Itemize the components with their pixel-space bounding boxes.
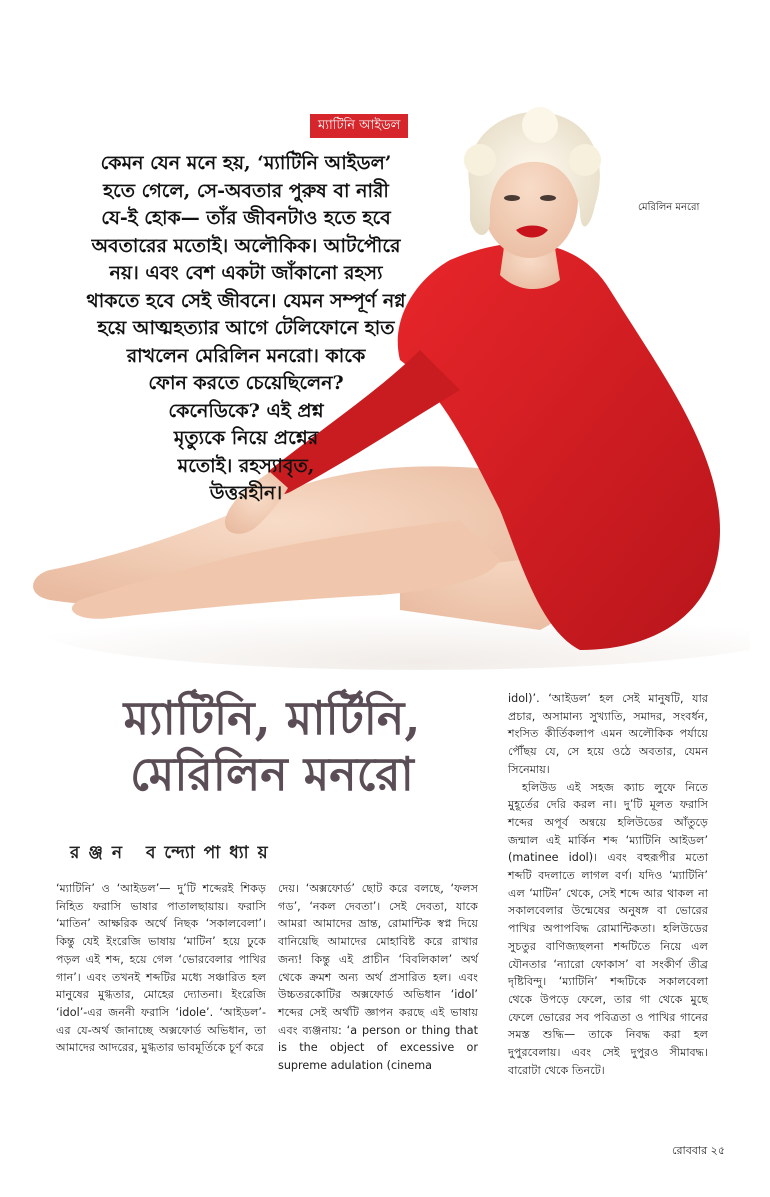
body-paragraph: ‘ম্যাটিনি’ ও ‘আইডল’— দু’টি শব্দেরই শিকড় নিহিত ফরাসি ভাষার পাতালছায়ায়। ফরাসি ‘মাতিন’ আক্ষরিক অর্থে নিছক ‘সকালবেলা’। কিন্তু যেই ইংরেজি ভাষায় ‘মাটিন’ হয়ে ঢুকে পড়ল এই শব্দ, হয়ে গেল ‘ভোরবেলার পাখির গান’। এবং তখনই শব্দটির মধ্যে সঞ্চারিত হল মানুষের মুগ্ধতার, মোহের দ্যোতনা। ইংরেজি ‘idol’-এর জননী ফরাসি ‘idole’. ‘আইডল’-এর যে-অর্থ জানাচ্ছে অক্সফোর্ড অভিধান, তা আমাদের আদরের, মুগ্ধতার ভাবমূর্তিকে চূর্ণ করে bbox=[56, 882, 266, 1055]
photo-caption: মেরিলিন মনরো bbox=[638, 202, 700, 213]
intro-line: কেনেডিকে? এই প্রশ্ন bbox=[168, 399, 324, 422]
intro-line: অবতারের মতোই। অলৌকিক। আটপৌরে bbox=[91, 234, 401, 257]
intro-line: ফোন করতে চেয়েছিলেন? bbox=[148, 372, 344, 394]
body-paragraph: দেয়। ‘অক্সফোর্ড’ ছোট করে বলছে, ‘ফলস গড’, ‘নকল দেবতা’। সেই দেবতা, যাকে আমরা আমাদের ভ্রান্ত, রোমান্টিক স্বপ্ন দিয়ে বানিয়েছি আমাদের মোহাবিষ্ট করে রাখার জন্য! কিন্তু এই প্রাচীন ‘বিবলিকাল’ অর্থ থেকে ক্রমশ অন্য অর্থ প্রসারিত হল। এবং উচ্চতরকোটির অক্সফোর্ড অভিধান ‘idol’ শব্দের সেই অর্থটি জ্ঞাপন করছে এই ভাষায় এবং ব্যঞ্জনায়: ‘a person or thing that is the object of excessive or supreme adulation (cinema bbox=[278, 882, 478, 1073]
intro-line: মৃত্যুকে নিয়ে প্রশ্নের bbox=[173, 427, 319, 449]
author-byline: রঞ্জন বন্দ্যোপাধ্যায় bbox=[70, 843, 277, 863]
intro-line: উত্তরহীন। bbox=[209, 482, 283, 504]
article-column-1 bbox=[56, 880, 266, 1057]
article-column-2 bbox=[278, 880, 478, 1075]
intro-line: কেমন যেন মনে হয়, ‘ম্যাটিনি আইডল’ bbox=[100, 152, 392, 174]
headline-line: মেরিলিন মনরো bbox=[130, 747, 414, 801]
intro-line: মতোই। রহস্যাবৃত, bbox=[177, 454, 315, 477]
article-headline bbox=[52, 690, 492, 802]
intro-blurb bbox=[56, 150, 436, 508]
intro-line: নয়। এবং বেশ একটা জাঁকানো রহস্য bbox=[109, 262, 383, 284]
article-column-3 bbox=[508, 690, 708, 1079]
intro-line: যে-ই হোক— তাঁর জীবনটাও হতে হবে bbox=[101, 207, 391, 229]
intro-line: হতে গেলে, সে-অবতার পুরুষ বা নারী bbox=[103, 179, 389, 202]
page-folio: রোববার ২৫ bbox=[672, 1144, 725, 1157]
intro-line: থাকতে হবে সেই জীবনে। যেমন সম্পূর্ণ নগ্ন bbox=[86, 289, 406, 312]
body-paragraph: হলিউড এই সহজ ক্যাচ লুফে নিতে মুহূর্তের দেরি করল না। দু’টি মূলত ফরাসি শব্দের অপূর্ব অন্বয়ে হলিউডের আঁতুড়ে জন্মাল এই মার্কিন শব্দ ‘ম্যাটিনি আইডল’ (matinee idol)। এবং বহুরূপীর মতো শব্দটি বদলাতে লাগল বর্ণ। যদিও ‘ম্যাটিনি’ এল ‘মাটিন’ থেকে, সেই শব্দে আর থাকল না সকালবেলার উন্মেষের অনুষঙ্গ বা ভোরের পাখির অপাপবিদ্ধ রোমান্টিকতা। হলিউডের সুচতুর বাণিজ্যছলনা শব্দটিতে নিয়ে এল যৌনতার ‘ন্যারো ফোকাস’ বা সংকীর্ণ তীব্র দৃষ্টিবিন্দু। ‘ম্যাটিনি’ শব্দটিকে সকালবেলা থেকে উপড়ে ফেলে, তার গা থেকে মুছে ফেলে ভোরের সব পবিত্রতা ও পাখির গানের সমস্ত শুদ্ধি— তাকে নিবদ্ধ করা হল দুপুরবেলায়। এবং সেই দুপুরও সীমাবদ্ধ। বারোটা থেকে তিনটে। bbox=[508, 780, 708, 1077]
headline-line: ম্যাটিনি, মার্টিনি, bbox=[123, 691, 421, 745]
intro-line: হয়ে আত্মহত্যার আগে টেলিফোনে হাত bbox=[97, 317, 395, 339]
intro-line: রাখলেন মেরিলিন মনরো। কাকে bbox=[126, 344, 366, 367]
section-tag: ম্যাটিনি আইডল bbox=[310, 114, 408, 138]
body-paragraph: idol)’. ‘আইডল’ হল সেই মানুষটি, যার প্রচার, অসামান্য সুখ্যাতি, সমাদর, সংবর্ধন, শংসিত কীর্তিকলাপ এমন অলৌকিক পর্যায়ে পৌঁছয় যে, সে হয়ে ওঠে অবতার, যেমন সিনেমায়। bbox=[508, 692, 708, 776]
